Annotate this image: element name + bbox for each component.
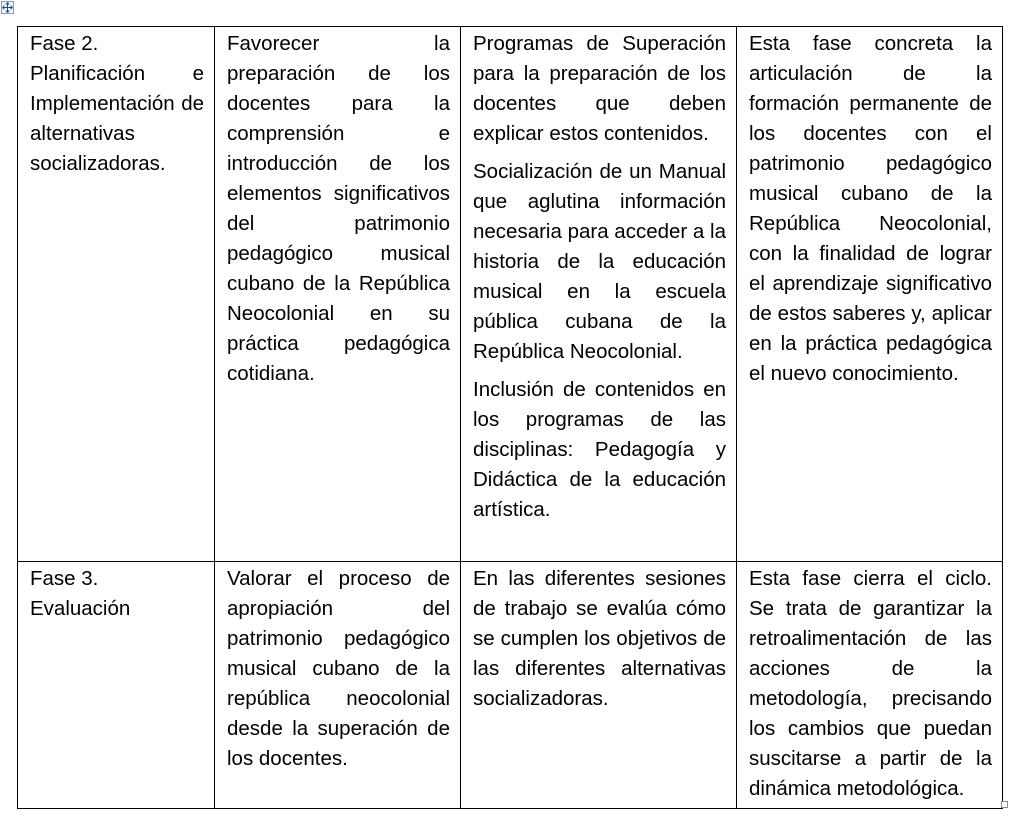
phase-cell [18, 562, 215, 809]
action-paragraph: Inclusión de contenidos en los programas de las disciplinas: Pedagogía y Didáctica de la educación artística. [473, 378, 726, 521]
description-cell: Esta fase concreta la articulación de la formación permanente de los docentes con el patrimonio pedagógico musical cubano de la República Neocolonial, con la finalidad de lograr el aprendizaje significativo de estos saberes y, aplicar en la práctica pedagógica el nuevo conocimiento. [737, 27, 1003, 562]
table-row [18, 27, 1003, 562]
methodology-table [17, 26, 1003, 809]
table-resize-handle[interactable] [1001, 801, 1008, 808]
actions-cell [461, 27, 737, 562]
action-paragraph: Programas de Superación para la preparación de los docentes que deben explicar estos contenidos. [473, 32, 726, 145]
objective-cell: Favorecer la preparación de los docentes para la comprensión e introducción de los elementos significativos del patrimonio pedagógico musical cubano de la República Neocolonial en su práctica pedagógica cotidiana. [215, 27, 461, 562]
table-row [18, 562, 1003, 809]
actions-cell [461, 562, 737, 809]
table-move-handle-icon[interactable] [1, 1, 14, 14]
action-paragraph: Socialización de un Manual que aglutina información necesaria para acceder a la historia de la educación musical en la escuela pública cubana de la República Neocolonial. [473, 160, 726, 363]
phase-cell [18, 27, 215, 562]
phase-title: Planificación e Implementación de alternativas socializadoras. [30, 62, 204, 175]
phase-number: Fase 3. [30, 567, 99, 590]
description-cell: Esta fase cierra el ciclo. Se trata de garantizar la retroalimentación de las acciones de la metodología, precisando los cambios que puedan suscitarse a partir de la dinámica metodológica. [737, 562, 1003, 809]
phase-number: Fase 2. [30, 32, 99, 55]
action-paragraph: En las diferentes sesiones de trabajo se evalúa cómo se cumplen los objetivos de las diferentes alternativas socializadoras. [473, 567, 726, 710]
phase-title: Evaluación [30, 597, 131, 620]
objective-cell: Valorar el proceso de apropiación del patrimonio pedagógico musical cubano de la república neocolonial desde la superación de los docentes. [215, 562, 461, 809]
